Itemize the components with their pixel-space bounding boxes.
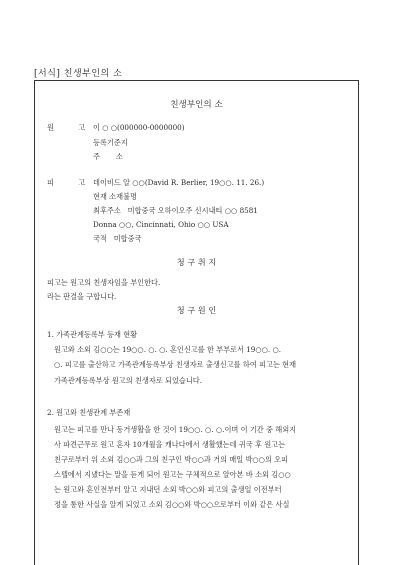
plaintiff-name: 이 ○ ○(000000-0000000) (93, 123, 185, 132)
claim-line: 피고는 원고의 친생자임을 부인한다. (47, 278, 161, 287)
plaintiff-address: 주 소 (93, 152, 123, 161)
section1-line: 원고와 소외 김○○는 19○○. ○. ○. 혼인신고를 한 부부로서 19○○. ○. (54, 345, 282, 354)
form-label: [서식] 친생부인의 소 (34, 69, 123, 79)
defendant-address-en: Donna ○○, Cincinnati, Ohio ○○ USA (93, 220, 229, 229)
plaintiff-registry: 등록기준지 (93, 138, 128, 147)
section1-line: ○. 피고를 출산하고 가족관계등록부상 친생자로 출생신고를 하여 피고는 현재 (54, 360, 297, 369)
section2-line: 친구로부터 위 소외 김○○과 그의 친구인 박○○과 거의 매일 박○○의 오피 (54, 455, 289, 464)
section2-heading: 2. 원고와 친생관계 부존재 (47, 408, 131, 417)
section2-line: 는 원고와 혼인전부터 알고 지내던 소외 박○○와 피고의 출생일 이전부터 (54, 485, 282, 494)
defendant-residence: 현재 소재불명 (93, 192, 137, 201)
section2-line: 사 파견근무로 원고 혼자 10개월을 캐나다에서 생활했는데 귀국 후 원고는 (54, 440, 286, 449)
document-title: 친생부인의 소 (170, 100, 223, 110)
plaintiff-label: 원 고 (47, 123, 97, 132)
defendant-label: 피 고 (47, 178, 97, 187)
section1-line: 가족관계등록부상 원고의 친생자로 되었습니다. (54, 376, 203, 385)
section2-line: 스텔에서 지냈다는 말을 듣게 되어 원고는 구체적으로 알아본 바 소외 김○○ (54, 470, 291, 479)
section1-heading: 1. 가족관계등록부 등재 현황 (47, 330, 138, 339)
section2-line: 원고는 피고를 만나 동거생활을 한 것이 19○○. ○. ○.이며 이 기간 중 해외지 (54, 425, 297, 434)
claim-heading: 청 구 취 지 (176, 257, 217, 267)
claim-line: 라는 판결을 구합니다. (47, 292, 117, 301)
defendant-name: 데이비드 알 ○○(David R. Berlier, 19○○. 11. 26.) (93, 178, 265, 187)
defendant-last-address: 최후주소 미합중국 오하이오주 신시내티 ○○ 8581 (93, 206, 258, 215)
document-page (34, 80, 359, 565)
section2-line: 정을 통한 사실을 알게 되었고 소외 김○○와 박○○으로부터 이와 같은 사실 (54, 500, 290, 509)
defendant-nationality: 국적 미합중국 (93, 234, 142, 243)
cause-heading: 청 구 원 인 (176, 305, 217, 315)
